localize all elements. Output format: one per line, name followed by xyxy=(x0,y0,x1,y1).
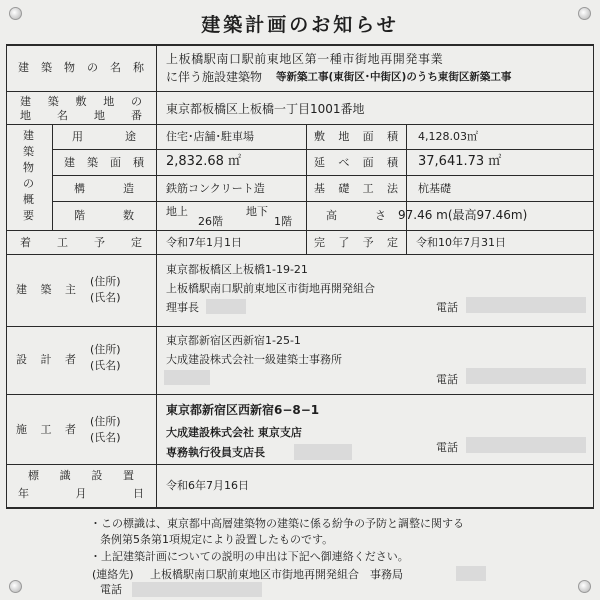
owner-label: 建 築 主 xyxy=(16,283,76,296)
completion-label: 完 了 予 定 xyxy=(314,236,398,249)
designer-org: 大成建設株式会社一級建築士事務所 xyxy=(166,353,342,366)
total-floor-value: 37,641.73 ㎡ xyxy=(418,154,502,169)
sign-date-label-line1: 標 識 設 置 xyxy=(28,469,134,482)
designer-address: 東京都新宿区西新宿1-25-1 xyxy=(166,334,301,347)
owner-address-sublabel: (住所) xyxy=(90,275,121,288)
row-divider xyxy=(52,201,594,202)
row-divider xyxy=(6,326,594,327)
site-label-line2: 地 名 地 番 xyxy=(20,109,142,122)
overview-label-char: 要 xyxy=(23,209,34,222)
row-divider xyxy=(6,394,594,395)
contact-value: 上板橋駅南口駅前東地区市街地再開発組合 事務局 xyxy=(150,568,403,581)
owner-phone-label: 電話 xyxy=(436,301,458,314)
contractor-phone-label: 電話 xyxy=(436,441,458,454)
contractor-org: 大成建設株式会社 東京支店 xyxy=(166,426,302,439)
redacted-phone xyxy=(466,297,586,313)
below-ground-value: 1階 xyxy=(274,215,292,228)
contractor-address-sublabel: (住所) xyxy=(90,415,121,428)
overview-label-char: 築 xyxy=(23,145,34,158)
foundation-value: 杭基礎 xyxy=(418,182,451,195)
redacted-phone xyxy=(466,437,586,453)
row-divider xyxy=(6,230,594,231)
redacted-phone xyxy=(466,368,586,384)
site-area-value: 4,128.03㎡ xyxy=(418,130,478,143)
site-area-label: 敷 地 面 積 xyxy=(314,130,398,143)
owner-address: 東京都板橋区上板橋1-19-21 xyxy=(166,263,308,276)
note-line2: 条例第5条第1項規定により設置したものです。 xyxy=(100,533,334,546)
owner-org: 上板橋駅南口駅前東地区市街地再開発組合 xyxy=(166,282,375,295)
height-value: 97.46 m(最高97.46m) xyxy=(398,208,528,222)
contact-label: (連絡先) xyxy=(92,568,134,581)
below-ground-label: 地下 xyxy=(246,205,268,218)
site-label-line1: 建 築 敷 地 の xyxy=(20,95,142,108)
row-divider xyxy=(6,91,594,92)
designer-address-sublabel: (住所) xyxy=(90,343,121,356)
designer-phone-label: 電話 xyxy=(436,373,458,386)
column-divider xyxy=(406,124,407,254)
building-area-value: 2,832.68 ㎡ xyxy=(166,154,242,169)
redacted-name xyxy=(164,370,210,385)
contractor-position: 専務執行役員支店長 xyxy=(166,446,265,459)
structure-value: 鉄筋コンクリート造 xyxy=(166,182,265,195)
use-label: 用 途 xyxy=(72,130,136,143)
height-label: 高 さ xyxy=(326,209,386,222)
above-ground-value: 26階 xyxy=(198,215,223,228)
table-border xyxy=(593,44,594,509)
building-name-line2-prefix: に伴う施設建築物 xyxy=(166,70,263,84)
foundation-label: 基 礎 工 法 xyxy=(314,182,398,195)
table-border xyxy=(6,44,7,509)
table-border xyxy=(6,507,594,509)
row-divider xyxy=(52,149,594,150)
contractor-label: 施 工 者 xyxy=(16,423,76,436)
overview-label-char: 物 xyxy=(23,161,34,174)
site-address: 東京都板橋区上板橋一丁目1001番地 xyxy=(166,102,365,116)
structure-label: 構 造 xyxy=(74,182,134,195)
designer-label: 設 計 者 xyxy=(16,353,76,366)
row-divider xyxy=(6,124,594,125)
overview-label-char: の xyxy=(23,177,34,190)
screw-icon xyxy=(9,580,22,593)
row-divider xyxy=(52,175,594,176)
table-border xyxy=(6,44,594,46)
contractor-address: 東京都新宿区西新宿6−8−1 xyxy=(166,403,320,417)
total-floor-label: 延 べ 面 積 xyxy=(314,156,398,169)
above-ground-label: 地上 xyxy=(166,205,188,218)
building-plan-table xyxy=(6,44,594,509)
building-name-label: 建 築 物 の 名 称 xyxy=(18,61,144,74)
redacted-contact xyxy=(456,566,486,581)
note-line3: ・上記建築計画についての説明の申出は下記へ御連絡ください。 xyxy=(90,550,409,563)
column-divider xyxy=(156,44,157,509)
floors-label: 階 数 xyxy=(74,209,134,222)
building-area-label: 建 築 面 積 xyxy=(64,156,144,169)
column-divider xyxy=(52,124,53,230)
contact-phone-label: 電話 xyxy=(100,583,122,596)
screw-icon xyxy=(578,580,591,593)
redacted-phone xyxy=(132,582,262,597)
use-value: 住宅･店舗･駐車場 xyxy=(166,130,254,143)
start-label: 着 工 予 定 xyxy=(20,236,142,249)
redacted-name xyxy=(206,299,246,314)
completion-value: 令和10年7月31日 xyxy=(416,236,506,249)
redacted-name xyxy=(294,444,352,460)
building-name-line1: 上板橋駅南口駅前東地区第一種市街地再開発事業 xyxy=(166,52,444,66)
page-title: 建築計画のお知らせ xyxy=(201,14,399,36)
column-divider xyxy=(306,124,307,254)
start-value: 令和7年1月1日 xyxy=(166,236,242,249)
row-divider xyxy=(6,464,594,465)
contractor-name-sublabel: (氏名) xyxy=(90,431,121,444)
note-line1: ・この標識は、東京都中高層建築物の建築に係る紛争の予防と調整に関する xyxy=(90,517,464,530)
sign-date-label-line2: 年 月 日 xyxy=(18,487,144,500)
row-divider xyxy=(6,254,594,255)
owner-name-sublabel: (氏名) xyxy=(90,291,121,304)
owner-position: 理事長 xyxy=(166,301,199,314)
overview-label-char: 概 xyxy=(23,193,34,206)
overview-label-char: 建 xyxy=(23,129,34,142)
designer-name-sublabel: (氏名) xyxy=(90,359,121,372)
building-name-line2-bold: 等新築工事(東街区･中街区)のうち東街区新築工事 xyxy=(276,71,512,83)
sign-date-value: 令和6年7月16日 xyxy=(166,479,249,492)
